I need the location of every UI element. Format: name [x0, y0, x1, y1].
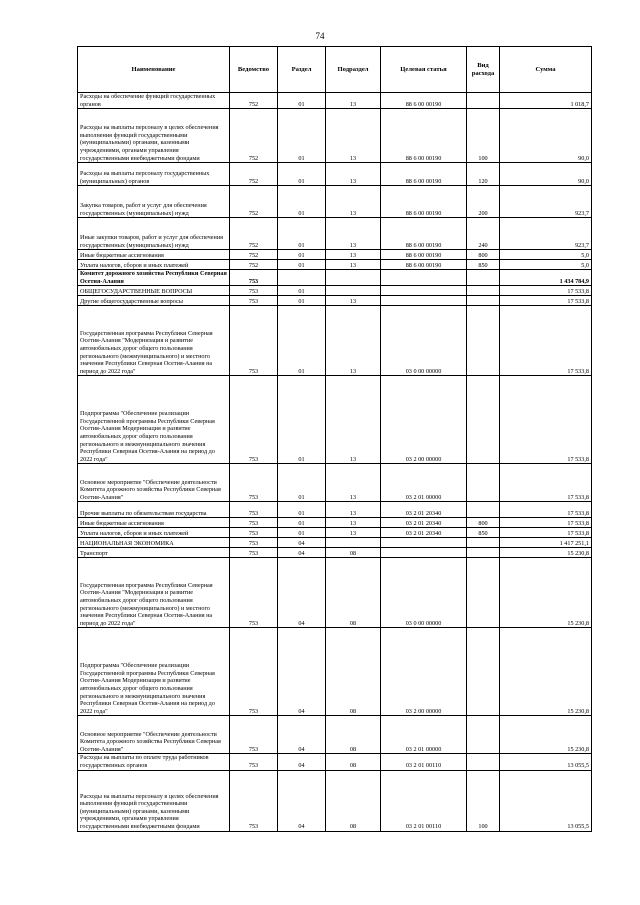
table-row	[78, 218, 592, 250]
cell-ministry: 753	[230, 518, 278, 528]
header-ministry: Ведомство	[230, 47, 278, 93]
cell-sum: 17 533,8	[500, 376, 592, 464]
cell-ministry: 753	[230, 528, 278, 538]
cell-name: Иные бюджетные ассигнования	[78, 518, 230, 528]
cell-name: ОБЩЕГОСУДАРСТВЕННЫЕ ВОПРОСЫ	[78, 286, 230, 296]
cell-target: 03 2 01 00000	[381, 464, 467, 502]
cell-target: 88 6 00 00190	[381, 163, 467, 186]
table-row	[78, 296, 592, 306]
header-section: Раздел	[278, 47, 326, 93]
cell-subsection: 13	[326, 163, 381, 186]
cell-sum: 17 533,8	[500, 296, 592, 306]
cell-name: Расходы на выплаты персоналу в целях обеспечения выполнения функций государственными (муниципальными) органами, казенными учреждениями, органами управления государственными внебюджетными фондами	[78, 109, 230, 163]
cell-section: 01	[278, 109, 326, 163]
cell-ministry: 753	[230, 286, 278, 296]
cell-target: 03 0 00 00000	[381, 306, 467, 376]
cell-name: Подпрограмма "Обеспечение реализации Государственной программы Республики Северная Осетия-Алания Модернизация и развитие автомобильных дорог общего пользования регионального и межмуниципального значения Республики Северная Осетия-Алания на период до 2022 года"	[78, 376, 230, 464]
cell-subsection: 13	[326, 260, 381, 270]
table-header-row	[78, 47, 592, 93]
cell-name: Расходы на выплаты персоналу государственных (муниципальных) органов	[78, 163, 230, 186]
cell-expense-type: 850	[467, 260, 500, 270]
cell-target: 88 6 00 00190	[381, 186, 467, 218]
cell-expense-type	[467, 538, 500, 548]
cell-subsection	[326, 270, 381, 286]
cell-section: 01	[278, 250, 326, 260]
cell-ministry: 752	[230, 93, 278, 109]
cell-expense-type: 240	[467, 218, 500, 250]
table-row	[78, 260, 592, 270]
cell-target: 03 2 01 20340	[381, 502, 467, 518]
cell-target: 03 2 01 20340	[381, 518, 467, 528]
cell-ministry: 752	[230, 109, 278, 163]
cell-ministry: 753	[230, 270, 278, 286]
cell-target	[381, 286, 467, 296]
cell-expense-type	[467, 548, 500, 558]
cell-ministry: 753	[230, 502, 278, 518]
cell-subsection: 13	[326, 250, 381, 260]
cell-name: Иные бюджетные ассигнования	[78, 250, 230, 260]
cell-subsection: 08	[326, 548, 381, 558]
cell-ministry: 753	[230, 464, 278, 502]
cell-subsection: 08	[326, 770, 381, 831]
cell-sum: 17 533,8	[500, 502, 592, 518]
cell-name: Основное мероприятие "Обеспечение деятельности Комитета дорожного хозяйства Республики Северная Осетия-Алания"	[78, 464, 230, 502]
cell-subsection: 13	[326, 93, 381, 109]
cell-subsection: 08	[326, 558, 381, 628]
cell-name: НАЦИОНАЛЬНАЯ ЭКОНОМИКА	[78, 538, 230, 548]
cell-section: 01	[278, 186, 326, 218]
cell-sum: 15 230,8	[500, 628, 592, 716]
cell-subsection: 13	[326, 464, 381, 502]
cell-section: 04	[278, 558, 326, 628]
table-row	[78, 376, 592, 464]
cell-section: 01	[278, 260, 326, 270]
table-row	[78, 270, 592, 286]
table-row	[78, 548, 592, 558]
cell-expense-type: 200	[467, 186, 500, 218]
cell-sum: 17 533,8	[500, 528, 592, 538]
cell-name: Расходы на обеспечение функций государственных органов	[78, 93, 230, 109]
table-row	[78, 518, 592, 528]
cell-name: Закупка товаров, работ и услуг для обеспечения государственных (муниципальных) нужд	[78, 186, 230, 218]
cell-expense-type	[467, 754, 500, 770]
cell-ministry: 753	[230, 296, 278, 306]
cell-subsection: 13	[326, 528, 381, 538]
cell-target: 88 6 00 00190	[381, 109, 467, 163]
cell-target: 88 6 00 00190	[381, 250, 467, 260]
cell-target: 03 2 01 00000	[381, 716, 467, 754]
cell-target: 03 2 01 00110	[381, 754, 467, 770]
table-row	[78, 306, 592, 376]
cell-sum: 90,0	[500, 109, 592, 163]
cell-expense-type	[467, 558, 500, 628]
cell-section: 04	[278, 538, 326, 548]
cell-section: 01	[278, 376, 326, 464]
table-row	[78, 286, 592, 296]
cell-sum: 17 533,8	[500, 464, 592, 502]
cell-target: 03 2 01 20340	[381, 528, 467, 538]
cell-subsection: 13	[326, 109, 381, 163]
header-subsection: Подраздел	[326, 47, 381, 93]
header-name: Наименование	[78, 47, 230, 93]
cell-section: 01	[278, 306, 326, 376]
table-row	[78, 93, 592, 109]
table-row	[78, 186, 592, 218]
cell-target	[381, 270, 467, 286]
cell-ministry: 753	[230, 628, 278, 716]
cell-ministry: 753	[230, 306, 278, 376]
page-number: 74	[315, 31, 325, 41]
cell-ministry: 752	[230, 218, 278, 250]
cell-expense-type	[467, 376, 500, 464]
cell-section: 01	[278, 464, 326, 502]
cell-sum: 13 055,5	[500, 770, 592, 831]
table-row	[78, 716, 592, 754]
cell-target: 88 6 00 00190	[381, 93, 467, 109]
cell-subsection: 13	[326, 186, 381, 218]
cell-subsection: 13	[326, 296, 381, 306]
cell-sum: 17 533,8	[500, 306, 592, 376]
cell-subsection: 13	[326, 376, 381, 464]
cell-sum: 923,7	[500, 218, 592, 250]
cell-expense-type	[467, 502, 500, 518]
cell-section: 04	[278, 770, 326, 831]
cell-sum: 15 230,8	[500, 558, 592, 628]
table-row	[78, 163, 592, 186]
cell-expense-type: 850	[467, 528, 500, 538]
cell-sum: 17 533,8	[500, 518, 592, 528]
cell-name: Иные закупки товаров, работ и услуг для обеспечения государственных (муниципальных) нужд	[78, 218, 230, 250]
cell-subsection: 08	[326, 628, 381, 716]
cell-ministry: 753	[230, 770, 278, 831]
table-row	[78, 109, 592, 163]
cell-ministry: 752	[230, 186, 278, 218]
cell-expense-type	[467, 93, 500, 109]
table-row	[78, 502, 592, 518]
cell-subsection	[326, 538, 381, 548]
cell-expense-type	[467, 296, 500, 306]
table-row	[78, 754, 592, 770]
cell-sum: 1 434 784,9	[500, 270, 592, 286]
table-row	[78, 538, 592, 548]
table-row	[78, 628, 592, 716]
table-row	[78, 528, 592, 538]
cell-name: Государственная программа Республики Северная Осетия-Алания "Модернизация и развитие автомобильных дорог общего пользования регионального (межмуниципального) и местного значения Республики Северная Осетия-Алания на период до 2022 года"	[78, 306, 230, 376]
cell-section: 01	[278, 218, 326, 250]
cell-expense-type: 120	[467, 163, 500, 186]
cell-subsection: 13	[326, 502, 381, 518]
budget-table	[77, 46, 592, 832]
cell-target: 03 0 00 00000	[381, 558, 467, 628]
cell-name: Транспорт	[78, 548, 230, 558]
cell-subsection: 08	[326, 754, 381, 770]
cell-target	[381, 548, 467, 558]
cell-expense-type	[467, 270, 500, 286]
cell-name: Подпрограмма "Обеспечение реализации Государственной программы Республики Северная Осетия-Алания Модернизация и развитие автомобильных дорог общего пользования регионального и межмуниципального значения Республики Северная Осетия-Алания на период до 2022 года"	[78, 628, 230, 716]
cell-sum: 13 055,5	[500, 754, 592, 770]
cell-sum: 1 417 251,1	[500, 538, 592, 548]
cell-expense-type	[467, 716, 500, 754]
cell-sum: 5,0	[500, 260, 592, 270]
table-row	[78, 250, 592, 260]
cell-expense-type	[467, 628, 500, 716]
table-row	[78, 464, 592, 502]
cell-expense-type	[467, 306, 500, 376]
cell-section: 04	[278, 754, 326, 770]
cell-name: Уплата налогов, сборов и иных платежей	[78, 528, 230, 538]
cell-expense-type: 100	[467, 109, 500, 163]
cell-target: 88 6 00 00190	[381, 260, 467, 270]
cell-name: Уплата налогов, сборов и иных платежей	[78, 260, 230, 270]
header-sum: Сумма	[500, 47, 592, 93]
cell-section: 01	[278, 93, 326, 109]
cell-section: 01	[278, 502, 326, 518]
cell-ministry: 752	[230, 250, 278, 260]
cell-ministry: 753	[230, 376, 278, 464]
table-row	[78, 770, 592, 831]
cell-name: Другие общегосударственные вопросы	[78, 296, 230, 306]
cell-section: 01	[278, 528, 326, 538]
cell-subsection	[326, 286, 381, 296]
cell-name: Государственная программа Республики Северная Осетия-Алания "Модернизация и развитие автомобильных дорог общего пользования регионального (межмуниципального) и местного значения Республики Северная Осетия-Алания на период до 2022 года"	[78, 558, 230, 628]
cell-name: Расходы на выплаты по оплате труда работников государственных органов	[78, 754, 230, 770]
cell-ministry: 752	[230, 260, 278, 270]
cell-name: Прочие выплаты по обязательствам государства	[78, 502, 230, 518]
cell-target	[381, 538, 467, 548]
cell-section: 01	[278, 296, 326, 306]
cell-target: 88 6 00 00190	[381, 218, 467, 250]
cell-ministry: 753	[230, 538, 278, 548]
cell-sum: 90,0	[500, 163, 592, 186]
cell-expense-type: 100	[467, 770, 500, 831]
cell-sum: 15 230,8	[500, 716, 592, 754]
cell-expense-type: 800	[467, 518, 500, 528]
cell-name: Основное мероприятие "Обеспечение деятельности Комитета дорожного хозяйства Республики Северная Осетия-Алания"	[78, 716, 230, 754]
cell-expense-type	[467, 286, 500, 296]
cell-name: Комитет дорожного хозяйства Республики Северная Осетия-Алания	[78, 270, 230, 286]
cell-expense-type: 800	[467, 250, 500, 260]
cell-subsection: 13	[326, 218, 381, 250]
cell-section: 01	[278, 518, 326, 528]
cell-sum: 1 018,7	[500, 93, 592, 109]
cell-target: 03 2 01 00110	[381, 770, 467, 831]
cell-ministry: 753	[230, 716, 278, 754]
cell-name: Расходы на выплаты персоналу в целях обеспечения выполнения функций государственными (муниципальными) органами, казенными учреждениями, органами управления государственными внебюджетными фондами	[78, 770, 230, 831]
cell-ministry: 753	[230, 548, 278, 558]
cell-ministry: 753	[230, 754, 278, 770]
cell-ministry: 753	[230, 558, 278, 628]
cell-subsection: 08	[326, 716, 381, 754]
cell-target: 03 2 00 00000	[381, 628, 467, 716]
cell-sum: 923,7	[500, 186, 592, 218]
table-row	[78, 558, 592, 628]
cell-section: 04	[278, 628, 326, 716]
cell-section: 01	[278, 286, 326, 296]
cell-expense-type	[467, 464, 500, 502]
cell-subsection: 13	[326, 306, 381, 376]
cell-sum: 17 533,8	[500, 286, 592, 296]
cell-sum: 15 230,8	[500, 548, 592, 558]
cell-ministry: 752	[230, 163, 278, 186]
header-expense-type: Вид расхода	[467, 47, 500, 93]
cell-section: 01	[278, 163, 326, 186]
cell-section: 04	[278, 548, 326, 558]
cell-sum: 5,0	[500, 250, 592, 260]
header-target: Целевая статья	[381, 47, 467, 93]
cell-target	[381, 296, 467, 306]
cell-section	[278, 270, 326, 286]
cell-target: 03 2 00 00000	[381, 376, 467, 464]
cell-section: 04	[278, 716, 326, 754]
cell-subsection: 13	[326, 518, 381, 528]
